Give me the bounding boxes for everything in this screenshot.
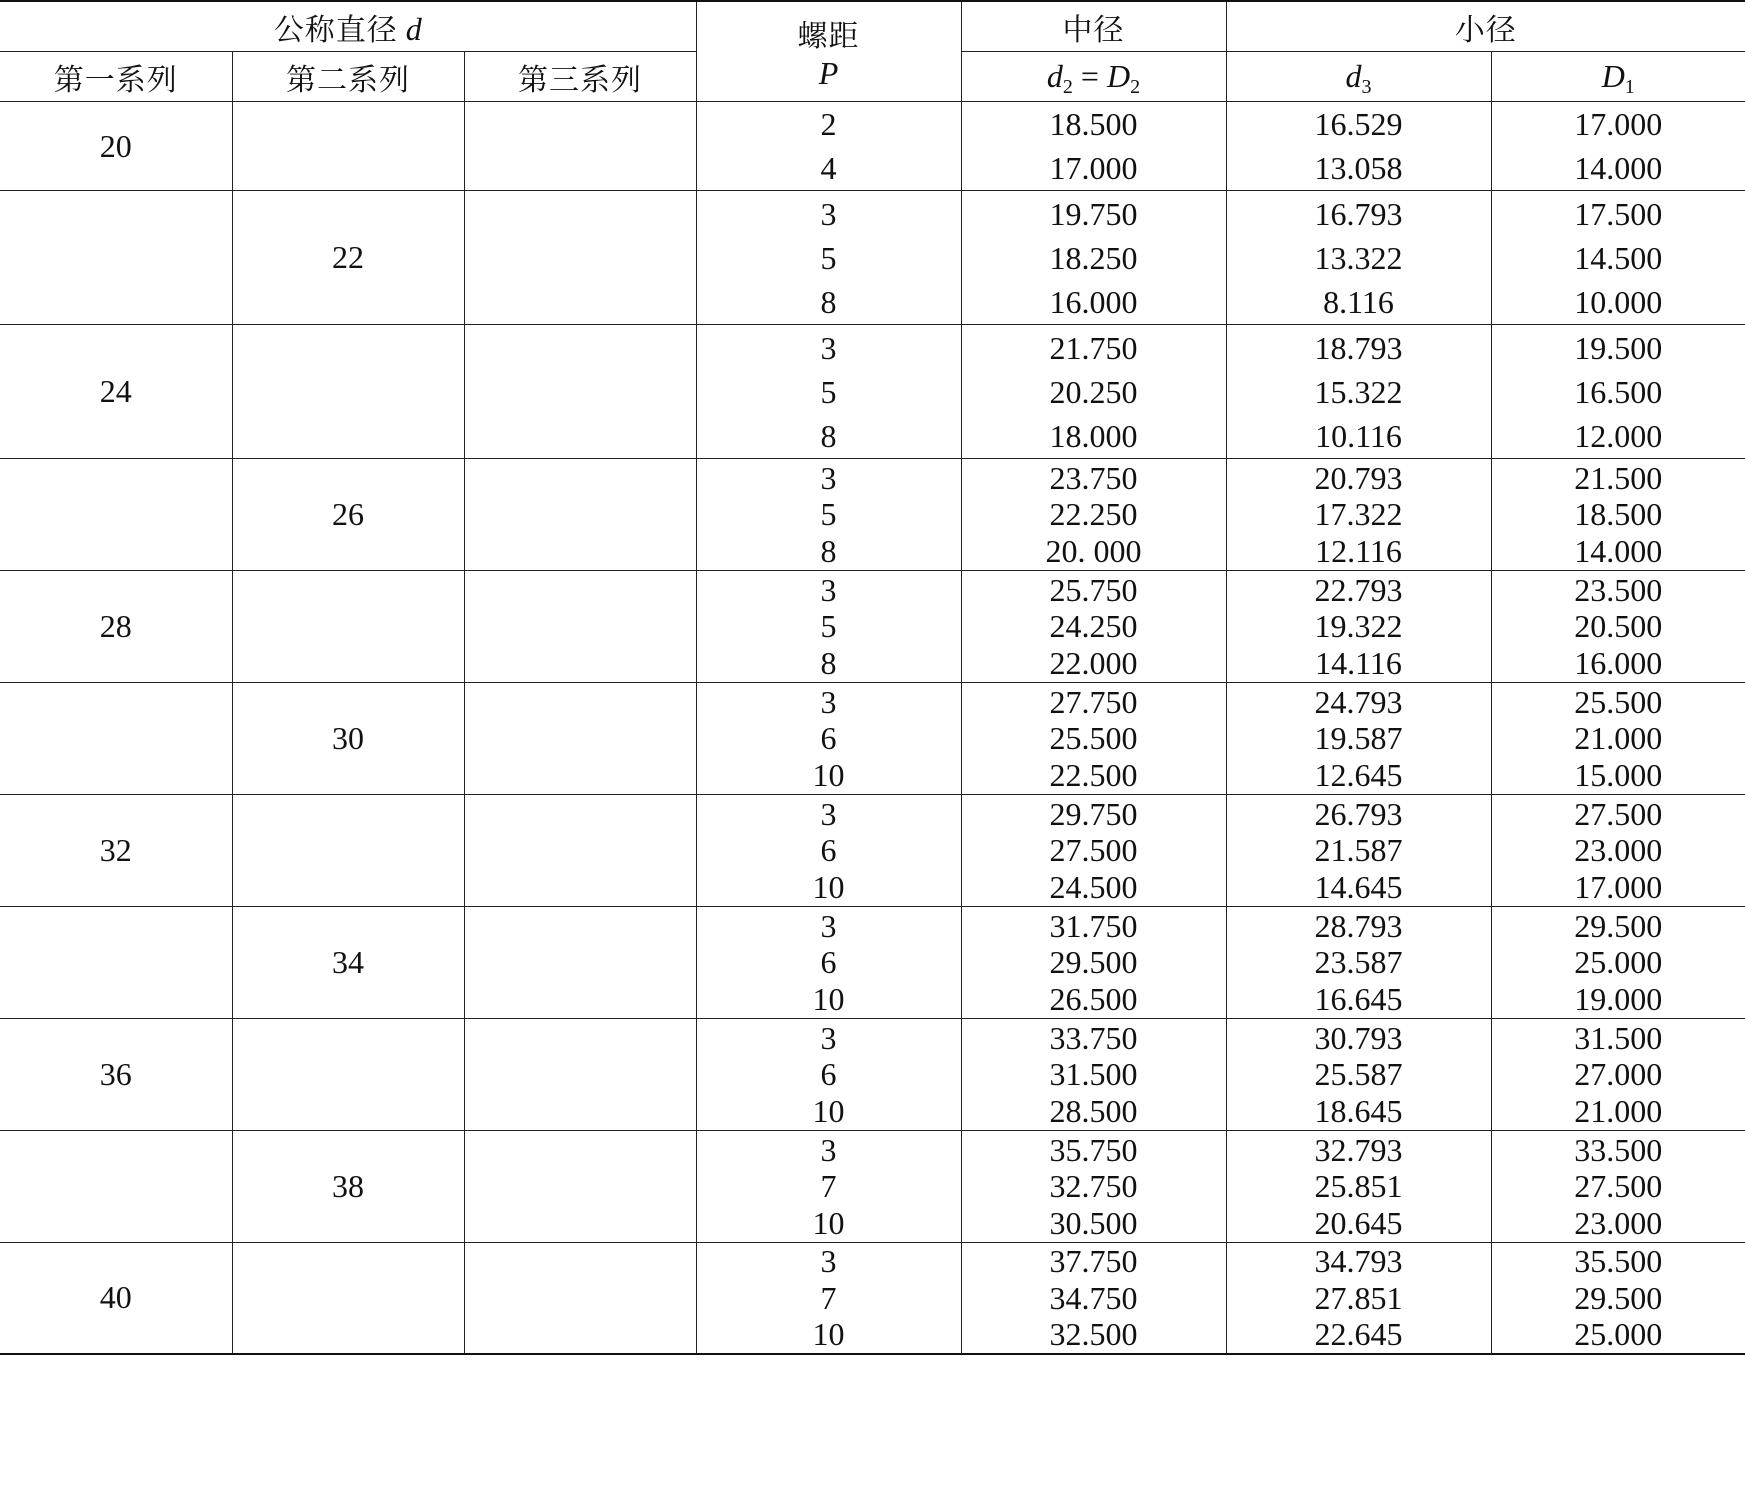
D1-cell bbox=[1491, 683, 1745, 795]
p-value: 5 bbox=[820, 496, 837, 533]
p-cell bbox=[696, 1131, 961, 1243]
table-row bbox=[0, 1131, 1745, 1243]
series-1-cell: 28 bbox=[0, 571, 232, 683]
series-1-cell: 32 bbox=[0, 795, 232, 907]
p-value: 7 bbox=[820, 1168, 837, 1205]
D1-value: 35.500 bbox=[1574, 1243, 1663, 1280]
d2-cell bbox=[961, 907, 1226, 1019]
D1-value: 25.000 bbox=[1574, 944, 1663, 981]
D1-value: 27.000 bbox=[1574, 1056, 1663, 1093]
d2-cell bbox=[961, 102, 1226, 191]
p-value: 2 bbox=[820, 106, 837, 143]
D1-value: 25.500 bbox=[1574, 683, 1663, 720]
D1-cell bbox=[1491, 571, 1745, 683]
d3-value: 22.793 bbox=[1314, 571, 1403, 608]
d3-value: 30.793 bbox=[1314, 1019, 1403, 1056]
series-1-header bbox=[0, 52, 232, 102]
d2-value: 16.000 bbox=[1049, 283, 1138, 320]
D1-cell bbox=[1491, 102, 1745, 191]
series-3-cell bbox=[464, 459, 696, 571]
p-value: 6 bbox=[820, 832, 837, 869]
D1-value: 21.000 bbox=[1574, 1093, 1663, 1130]
series-2-cell: 30 bbox=[232, 683, 464, 795]
D1-value: 27.500 bbox=[1574, 1168, 1663, 1205]
d2-value: 20. 000 bbox=[1045, 533, 1142, 570]
D1-cell bbox=[1491, 459, 1745, 571]
D1-value: 17.000 bbox=[1574, 106, 1663, 143]
p-value: 3 bbox=[820, 1131, 837, 1168]
series-3-cell bbox=[464, 683, 696, 795]
D1-value: 21.000 bbox=[1574, 720, 1663, 757]
series-2-cell bbox=[232, 325, 464, 459]
d2-cell bbox=[961, 571, 1226, 683]
table-row bbox=[0, 683, 1745, 795]
series-1-cell bbox=[0, 191, 232, 325]
d3-cell bbox=[1226, 795, 1491, 907]
series-1-cell: 24 bbox=[0, 325, 232, 459]
series-3-cell bbox=[464, 571, 696, 683]
D1-value: 14.500 bbox=[1574, 239, 1663, 276]
series-1-cell bbox=[0, 907, 232, 1019]
p-value: 5 bbox=[820, 373, 837, 410]
pitch-diameter-label: 中径 bbox=[1062, 12, 1125, 48]
d3-cell bbox=[1226, 459, 1491, 571]
p-value: 3 bbox=[820, 907, 837, 944]
series-3-cell bbox=[464, 102, 696, 191]
d3-value: 15.322 bbox=[1314, 373, 1403, 410]
d2-value: 27.500 bbox=[1049, 832, 1138, 869]
D1-value: 16.000 bbox=[1574, 645, 1663, 682]
D1-symbol: D bbox=[1601, 58, 1625, 94]
series-2-label: 第二系列 bbox=[286, 62, 410, 98]
minor-d3-header bbox=[1226, 52, 1491, 102]
p-cell bbox=[696, 1243, 961, 1354]
d2-value: 19.750 bbox=[1049, 195, 1138, 232]
nominal-label: 公称直径 bbox=[273, 12, 398, 48]
p-value: 5 bbox=[820, 239, 837, 276]
series-2-cell: 26 bbox=[232, 459, 464, 571]
d2-cell bbox=[961, 459, 1226, 571]
p-value: 3 bbox=[820, 459, 837, 496]
d3-value: 17.322 bbox=[1314, 496, 1403, 533]
d2-value: 28.500 bbox=[1049, 1093, 1138, 1130]
p-cell bbox=[696, 907, 961, 1019]
d3-value: 34.793 bbox=[1314, 1243, 1403, 1280]
d3-subscript: 3 bbox=[1361, 76, 1372, 98]
d3-value: 12.116 bbox=[1315, 533, 1402, 570]
p-value: 6 bbox=[820, 944, 837, 981]
p-value: 8 bbox=[820, 283, 837, 320]
d2-cell bbox=[961, 325, 1226, 459]
d2-cell bbox=[961, 1131, 1226, 1243]
d3-value: 18.793 bbox=[1314, 329, 1403, 366]
series-2-header bbox=[232, 52, 464, 102]
series-3-header bbox=[464, 52, 696, 102]
d3-value: 14.645 bbox=[1314, 869, 1403, 906]
series-2-cell: 22 bbox=[232, 191, 464, 325]
series-3-cell bbox=[464, 795, 696, 907]
p-cell bbox=[696, 1019, 961, 1131]
minor-diameter-header bbox=[1226, 1, 1745, 52]
D1-value: 14.000 bbox=[1574, 149, 1663, 186]
d2-value: 22.500 bbox=[1049, 757, 1138, 794]
D1-value: 19.000 bbox=[1574, 981, 1663, 1018]
d2-value: 31.750 bbox=[1049, 907, 1138, 944]
d2-value: 29.500 bbox=[1049, 944, 1138, 981]
D1-value: 17.000 bbox=[1574, 869, 1663, 906]
d2-value: 20.250 bbox=[1049, 373, 1138, 410]
p-value: 8 bbox=[820, 645, 837, 682]
p-value: 3 bbox=[820, 1019, 837, 1056]
D1-value: 19.500 bbox=[1574, 329, 1663, 366]
series-3-cell bbox=[464, 325, 696, 459]
table-row bbox=[0, 102, 1745, 191]
d3-cell bbox=[1226, 1243, 1491, 1354]
series-2-cell bbox=[232, 571, 464, 683]
series-1-cell: 20 bbox=[0, 102, 232, 191]
d3-value: 16.645 bbox=[1314, 981, 1403, 1018]
series-2-cell bbox=[232, 795, 464, 907]
D1-value: 31.500 bbox=[1574, 1019, 1663, 1056]
header-row-1 bbox=[0, 1, 1745, 52]
d3-value: 27.851 bbox=[1314, 1279, 1403, 1316]
d3-cell bbox=[1226, 191, 1491, 325]
p-value: 3 bbox=[820, 1243, 837, 1280]
series-1-label: 第一系列 bbox=[53, 62, 178, 98]
pitch-diameter-header bbox=[961, 1, 1226, 52]
d3-value: 16.529 bbox=[1314, 106, 1403, 143]
D1-value: 10.000 bbox=[1574, 283, 1663, 320]
D1-value: 29.500 bbox=[1574, 1279, 1663, 1316]
d3-value: 23.587 bbox=[1314, 944, 1403, 981]
D1-cell bbox=[1491, 1243, 1745, 1354]
series-3-cell bbox=[464, 191, 696, 325]
table-row bbox=[0, 571, 1745, 683]
series-3-cell bbox=[464, 1019, 696, 1131]
table-body bbox=[0, 102, 1745, 1354]
d3-value: 14.116 bbox=[1315, 645, 1402, 682]
p-value: 3 bbox=[820, 329, 837, 366]
p-value: 6 bbox=[820, 1056, 837, 1093]
table-row bbox=[0, 1019, 1745, 1131]
p-value: 10 bbox=[812, 869, 845, 906]
d2-value: 26.500 bbox=[1049, 981, 1138, 1018]
table-row bbox=[0, 795, 1745, 907]
D1-cell bbox=[1491, 1019, 1745, 1131]
D1-value: 33.500 bbox=[1574, 1131, 1663, 1168]
d2-cell bbox=[961, 1019, 1226, 1131]
D2-subscript: 2 bbox=[1130, 76, 1141, 98]
d2-value: 18.250 bbox=[1049, 239, 1138, 276]
series-2-cell bbox=[232, 1019, 464, 1131]
series-1-cell bbox=[0, 1131, 232, 1243]
d2-cell bbox=[961, 1243, 1226, 1354]
p-value: 4 bbox=[820, 149, 837, 186]
p-cell bbox=[696, 102, 961, 191]
d2-cell bbox=[961, 191, 1226, 325]
d2-value: 32.500 bbox=[1049, 1316, 1138, 1353]
series-2-cell bbox=[232, 102, 464, 191]
table-row bbox=[0, 191, 1745, 325]
d2-value: 25.750 bbox=[1049, 571, 1138, 608]
D1-value: 14.000 bbox=[1574, 533, 1663, 570]
series-1-cell: 36 bbox=[0, 1019, 232, 1131]
table-row bbox=[0, 907, 1745, 1019]
p-value: 8 bbox=[820, 417, 837, 454]
d2-value: 25.500 bbox=[1049, 720, 1138, 757]
D1-value: 12.000 bbox=[1574, 417, 1663, 454]
D1-cell bbox=[1491, 907, 1745, 1019]
D1-value: 27.500 bbox=[1574, 795, 1663, 832]
p-value: 10 bbox=[812, 757, 845, 794]
series-1-cell: 40 bbox=[0, 1243, 232, 1354]
d3-value: 25.587 bbox=[1314, 1056, 1403, 1093]
d3-value: 12.645 bbox=[1314, 757, 1403, 794]
d3-value: 32.793 bbox=[1314, 1131, 1403, 1168]
d3-value: 13.058 bbox=[1314, 149, 1403, 186]
d3-value: 8.116 bbox=[1323, 283, 1394, 320]
p-value: 10 bbox=[812, 1205, 845, 1242]
p-value: 10 bbox=[812, 1316, 845, 1353]
p-value: 3 bbox=[820, 195, 837, 232]
d3-value: 18.645 bbox=[1314, 1093, 1403, 1130]
pitch-header bbox=[696, 1, 961, 102]
D1-cell bbox=[1491, 795, 1745, 907]
d2-value: 35.750 bbox=[1049, 1131, 1138, 1168]
d3-value: 10.116 bbox=[1315, 417, 1402, 454]
p-cell bbox=[696, 795, 961, 907]
p-value: 3 bbox=[820, 683, 837, 720]
D1-cell bbox=[1491, 325, 1745, 459]
D1-value: 16.500 bbox=[1574, 373, 1663, 410]
d2-cell bbox=[961, 683, 1226, 795]
series-1-cell bbox=[0, 683, 232, 795]
d2-value: 34.750 bbox=[1049, 1279, 1138, 1316]
d3-value: 24.793 bbox=[1314, 683, 1403, 720]
D1-value: 18.500 bbox=[1574, 496, 1663, 533]
d3-value: 25.851 bbox=[1314, 1168, 1403, 1205]
d2-value: 24.500 bbox=[1049, 869, 1138, 906]
d2-value: 18.000 bbox=[1049, 417, 1138, 454]
equals-sign: = bbox=[1080, 58, 1099, 94]
d3-cell bbox=[1226, 683, 1491, 795]
p-value: 8 bbox=[820, 533, 837, 570]
d3-value: 22.645 bbox=[1314, 1316, 1403, 1353]
d3-cell bbox=[1226, 1131, 1491, 1243]
d2-value: 33.750 bbox=[1049, 1019, 1138, 1056]
d3-symbol: d bbox=[1345, 58, 1362, 94]
d2-cell bbox=[961, 795, 1226, 907]
table-row bbox=[0, 459, 1745, 571]
p-value: 6 bbox=[820, 720, 837, 757]
d2-value: 27.750 bbox=[1049, 683, 1138, 720]
minor-D1-header bbox=[1491, 52, 1745, 102]
series-3-cell bbox=[464, 1131, 696, 1243]
D1-value: 17.500 bbox=[1574, 195, 1663, 232]
d2-value: 29.750 bbox=[1049, 795, 1138, 832]
d2-value: 22.250 bbox=[1049, 496, 1138, 533]
p-value: 5 bbox=[820, 608, 837, 645]
d3-value: 20.793 bbox=[1314, 459, 1403, 496]
minor-diameter-label: 小径 bbox=[1454, 12, 1517, 48]
D1-value: 21.500 bbox=[1574, 459, 1663, 496]
D1-value: 20.500 bbox=[1574, 608, 1663, 645]
D1-cell bbox=[1491, 1131, 1745, 1243]
series-2-cell: 38 bbox=[232, 1131, 464, 1243]
d2-value: 21.750 bbox=[1049, 329, 1138, 366]
d3-value: 16.793 bbox=[1314, 195, 1403, 232]
d3-cell bbox=[1226, 907, 1491, 1019]
d3-value: 21.587 bbox=[1314, 832, 1403, 869]
nominal-diameter-header bbox=[0, 1, 696, 52]
series-3-label: 第三系列 bbox=[518, 62, 642, 98]
p-cell bbox=[696, 191, 961, 325]
pitch-symbol: P bbox=[818, 55, 839, 91]
p-value: 3 bbox=[820, 571, 837, 608]
p-value: 3 bbox=[820, 795, 837, 832]
d2-value: 23.750 bbox=[1049, 459, 1138, 496]
d3-value: 28.793 bbox=[1314, 907, 1403, 944]
pitch-label: 螺距 bbox=[797, 19, 860, 54]
series-3-cell bbox=[464, 1243, 696, 1354]
d3-value: 19.322 bbox=[1314, 608, 1403, 645]
D2-symbol: D bbox=[1106, 58, 1131, 94]
d3-value: 13.322 bbox=[1314, 239, 1403, 276]
series-1-cell bbox=[0, 459, 232, 571]
d3-value: 26.793 bbox=[1314, 795, 1403, 832]
table-row bbox=[0, 325, 1745, 459]
p-value: 7 bbox=[820, 1279, 837, 1316]
d2-value: 32.750 bbox=[1049, 1168, 1138, 1205]
series-3-cell bbox=[464, 907, 696, 1019]
D1-subscript: 1 bbox=[1624, 76, 1635, 98]
d3-cell bbox=[1226, 1019, 1491, 1131]
D1-value: 23.000 bbox=[1574, 832, 1663, 869]
pitch-diameter-symbol bbox=[961, 52, 1226, 102]
d2-subscript: 2 bbox=[1062, 76, 1073, 98]
series-2-cell: 34 bbox=[232, 907, 464, 1019]
d3-cell bbox=[1226, 325, 1491, 459]
D1-value: 23.000 bbox=[1574, 1205, 1663, 1242]
p-cell bbox=[696, 459, 961, 571]
nominal-symbol: d bbox=[405, 10, 422, 47]
d2-value: 37.750 bbox=[1049, 1243, 1138, 1280]
p-value: 10 bbox=[812, 981, 845, 1018]
p-value: 10 bbox=[812, 1093, 845, 1130]
d3-value: 20.645 bbox=[1314, 1205, 1403, 1242]
D1-cell bbox=[1491, 191, 1745, 325]
D1-value: 15.000 bbox=[1574, 757, 1663, 794]
d3-cell bbox=[1226, 102, 1491, 191]
D1-value: 29.500 bbox=[1574, 907, 1663, 944]
d2-value: 30.500 bbox=[1049, 1205, 1138, 1242]
d2-value: 24.250 bbox=[1049, 608, 1138, 645]
d3-cell bbox=[1226, 571, 1491, 683]
d3-value: 19.587 bbox=[1314, 720, 1403, 757]
D1-value: 25.000 bbox=[1574, 1316, 1663, 1353]
series-2-cell bbox=[232, 1243, 464, 1354]
D1-value: 23.500 bbox=[1574, 571, 1663, 608]
p-cell bbox=[696, 571, 961, 683]
table-row bbox=[0, 1243, 1745, 1354]
p-cell bbox=[696, 325, 961, 459]
d2-value: 17.000 bbox=[1049, 149, 1138, 186]
d2-symbol: d bbox=[1046, 58, 1063, 94]
p-cell bbox=[696, 683, 961, 795]
d2-value: 31.500 bbox=[1049, 1056, 1138, 1093]
d2-value: 22.000 bbox=[1049, 645, 1138, 682]
d2-value: 18.500 bbox=[1049, 106, 1138, 143]
